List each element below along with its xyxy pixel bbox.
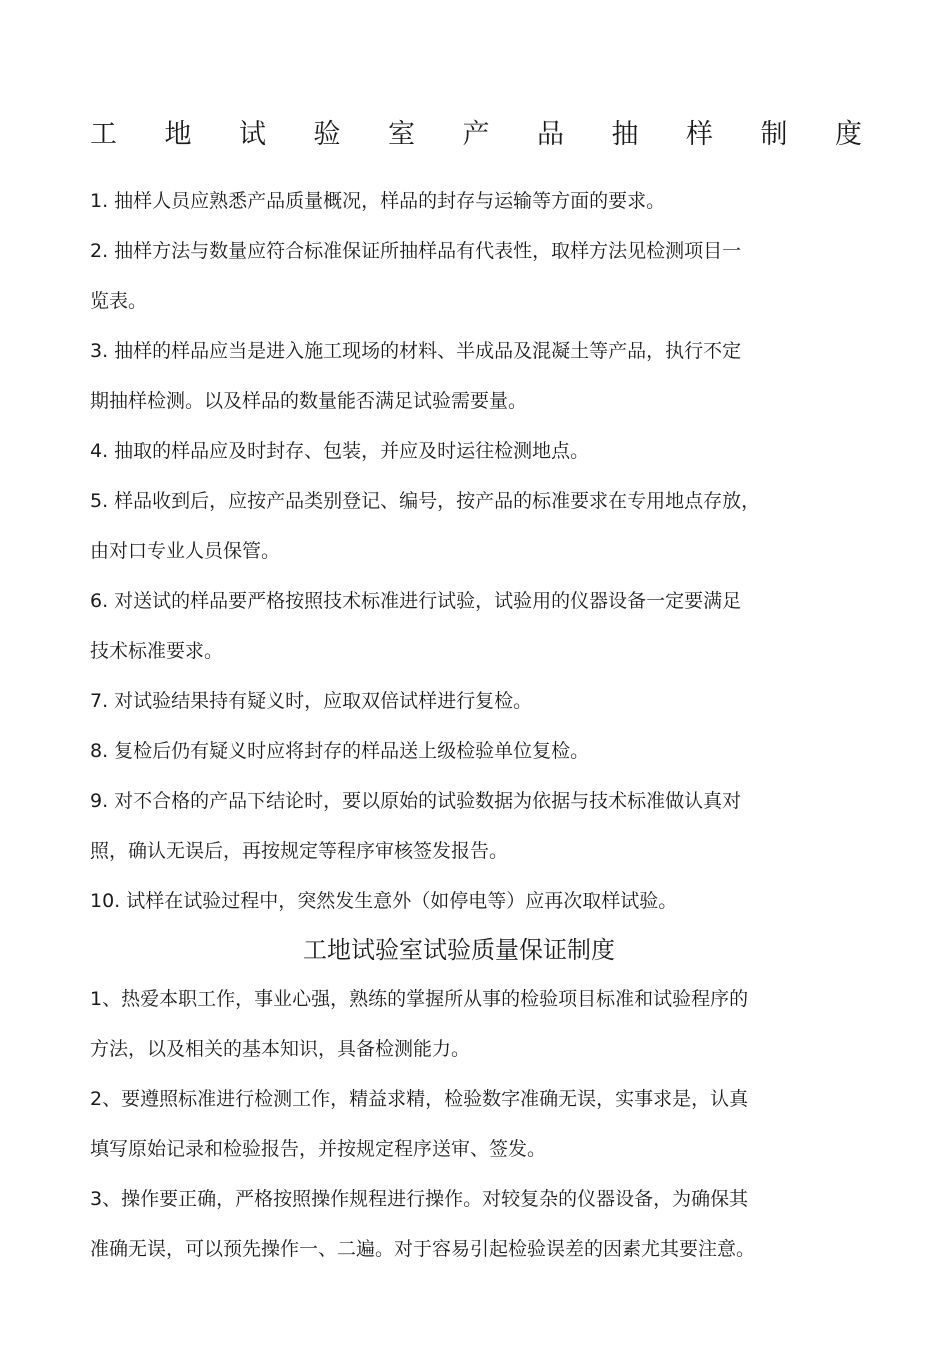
title-char: 工 [90, 119, 117, 150]
sampling-line: 2. 抽样方法与数量应符合标准保证所抽样品有代表性，取样方法见检测项目一 [90, 240, 742, 262]
quality-line: 填写原始记录和检验报告，并按规定程序送审、签发。 [90, 1138, 547, 1160]
quality-assurance-title [0, 930, 950, 970]
sampling-line: 5. 样品收到后，应按产品类别登记、编号，按产品的标准要求在专用地点存放， [90, 490, 761, 512]
title-char: 品 [537, 119, 564, 150]
title-char: 抽 [611, 119, 639, 150]
sampling-line: 4. 抽取的样品应及时封存、包装，并应及时运往检测地点。 [90, 440, 590, 462]
quality-assurance-title-text: 工地试验室试验质量保证制度 [303, 936, 615, 964]
quality-line: 方法，以及相关的基本知识，具备检测能力。 [90, 1038, 471, 1060]
sampling-line: 览表。 [90, 290, 148, 312]
sampling-line: 8. 复检后仍有疑义时应将封存的样品送上级检验单位复检。 [90, 740, 590, 762]
sampling-line: 由对口专业人员保管。 [90, 540, 281, 562]
sampling-line: 9. 对不合格的产品下结论时，要以原始的试验数据为依据与技术标准做认真对 [90, 790, 742, 812]
sampling-line: 技术标准要求。 [90, 640, 224, 662]
quality-line: 1、热爱本职工作，事业心强，熟练的掌握所从事的检验项目标准和试验程序的 [90, 988, 749, 1010]
title-char: 产 [462, 119, 490, 150]
sampling-line: 期抽样检测。以及样品的数量能否满足试验需要量。 [90, 390, 528, 412]
sampling-line: 1. 抽样人员应熟悉产品质量概况，样品的封存与运输等方面的要求。 [90, 190, 666, 212]
title-char: 样 [686, 119, 713, 150]
title-char: 制 [760, 119, 788, 150]
title-char: 验 [313, 119, 341, 150]
sampling-line: 6. 对送试的样品要严格按照技术标准进行试验，试验用的仪器设备一定要满足 [90, 590, 742, 612]
sampling-policy-title [90, 112, 862, 158]
title-char: 地 [164, 119, 192, 150]
sampling-line: 照，确认无误后，再按规定等程序审核签发报告。 [90, 840, 509, 862]
sampling-line: 3. 抽样的样品应当是进入施工现场的材料、半成品及混凝土等产品，执行不定 [90, 340, 742, 362]
quality-line: 3、操作要正确，严格按照操作规程进行操作。对较复杂的仪器设备，为确保其 [90, 1188, 749, 1210]
title-char: 室 [388, 119, 415, 150]
quality-line: 准确无误，可以预先操作一、二遍。对于容易引起检验误差的因素尤其要注意。 [90, 1238, 756, 1260]
sampling-line: 10. 试样在试验过程中，突然发生意外（如停电等）应再次取样试验。 [90, 890, 678, 912]
title-char: 度 [835, 119, 862, 150]
title-char: 试 [239, 119, 266, 150]
sampling-line: 7. 对试验结果持有疑义时，应取双倍试样进行复检。 [90, 690, 533, 712]
quality-line: 2、要遵照标准进行检测工作，精益求精，检验数字准确无误，实事求是，认真 [90, 1088, 749, 1110]
